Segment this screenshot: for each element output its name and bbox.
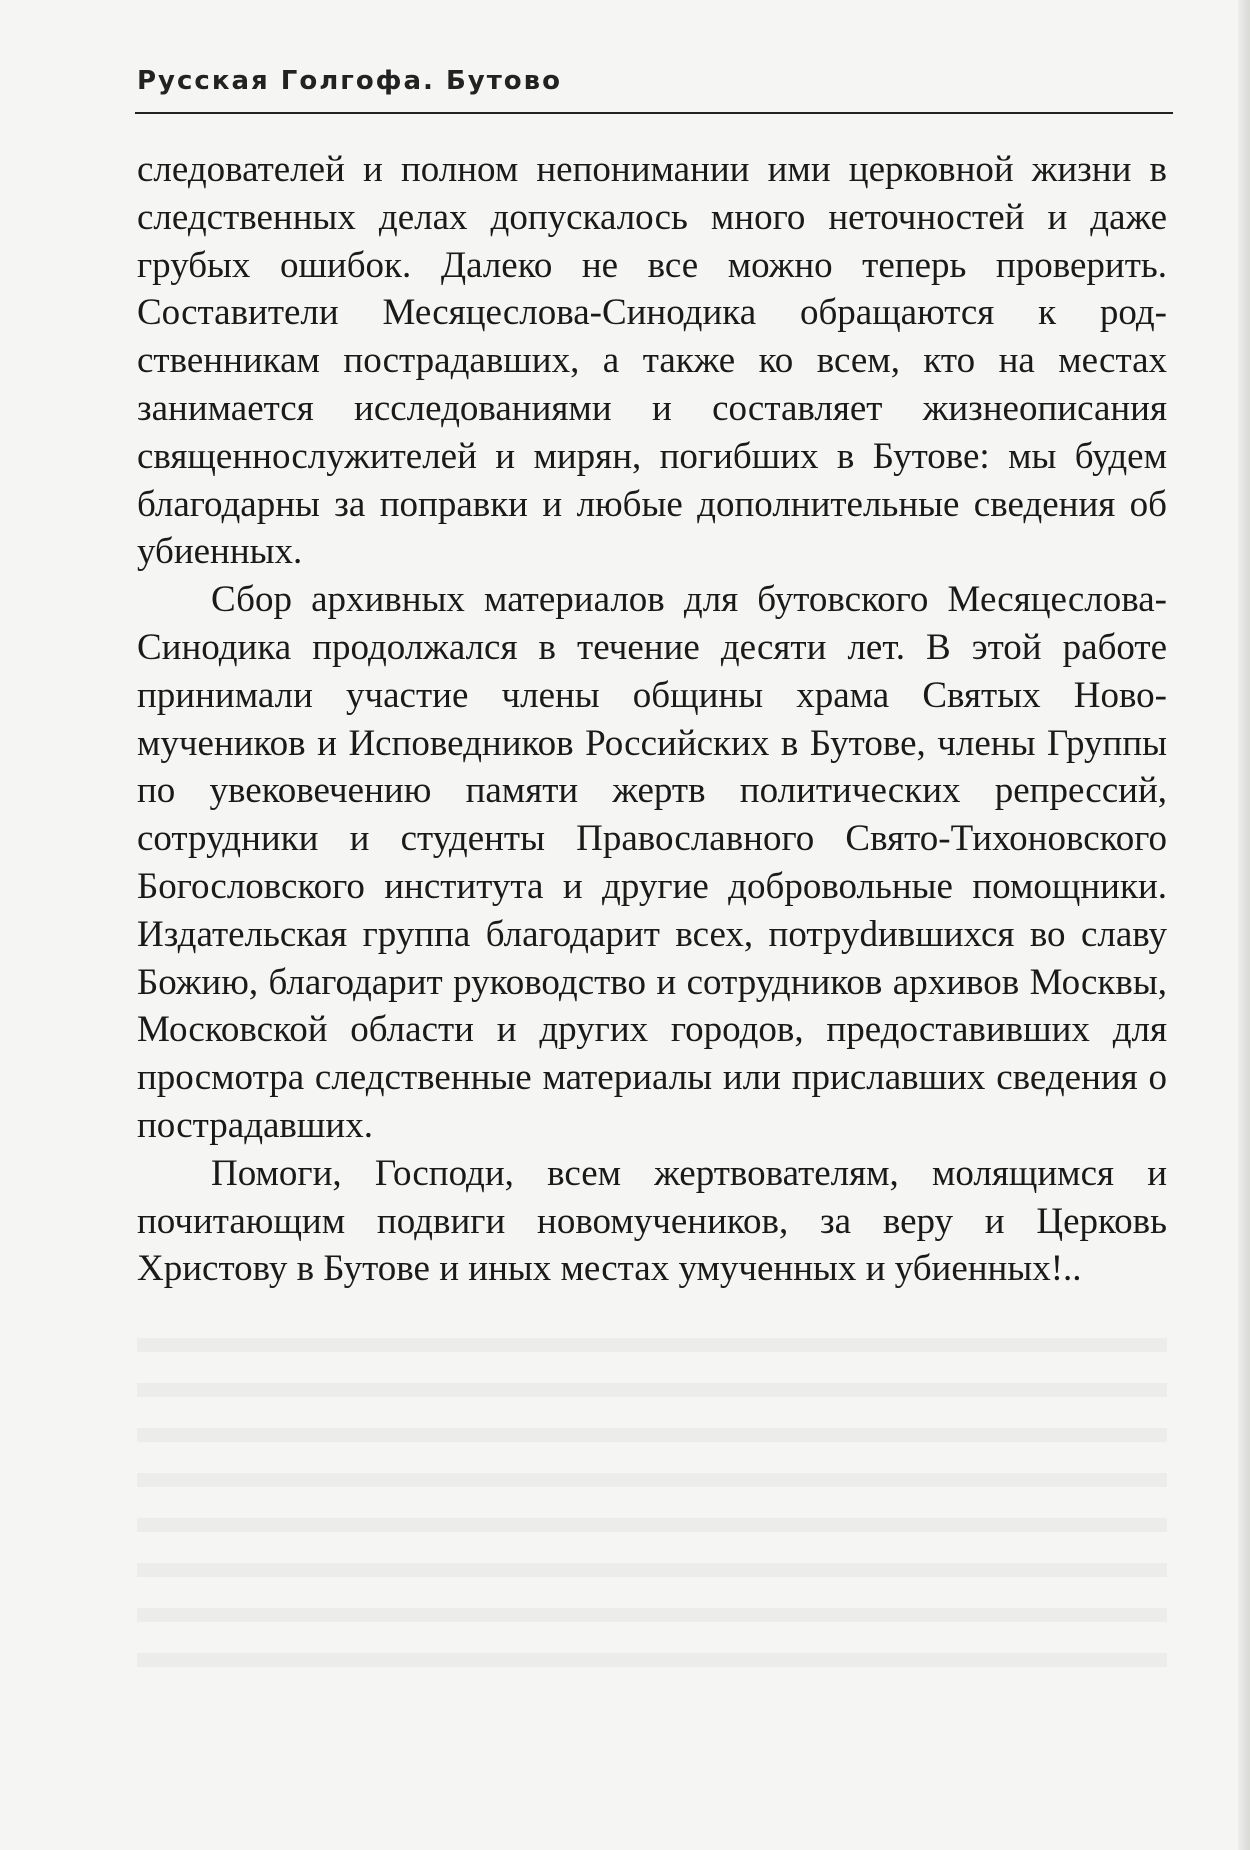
body-text xyxy=(137,146,1167,1293)
page-edge-shadow xyxy=(1238,0,1250,1850)
show-through-texture xyxy=(137,1320,1167,1680)
paragraph-archive-collection: Сбор архивных материалов для бутовского Месяцеслова-Синодика продолжался в течение десяти лет. В этой работе принимали участие члены общины храма Святых Новомучеников и Исповедников Российских в Бутове, члены Группы по увековечению памяти жертв политических репрессий, сотрудники и студенты Православного Свято-Тихоновского Богословского института и другие добровольные помощники. Издательская группа благодарит всех, потруdившихся во славу Божию, благодарит руководство и сотрудников архивов Москвы, Московской области и других городов, предоставивших для просмотра следственные материалы или приславших сведения о пострадавших. xyxy=(137,579,1167,1146)
paragraph-prayer: Помоги, Господи, всем жертвователям, молящимся и почитающим подвиги новомучеников, за веру и Церковь Христову в Бутове и иных местах умученных и убиенных!.. xyxy=(137,1152,1167,1290)
header-rule xyxy=(135,112,1173,114)
running-header: Русская Голгофа. Бутово xyxy=(137,66,562,96)
paragraph-continuation: следователей и полном непонимании ими церковной жизни в следственных делах допускалось много неточностей и даже грубых ошибок. Далеко не все можно теперь проверить. Составители Месяцеслова-Синодика обращаются к родственникам пострадавших, а также ко всем, кто на местах занимается исследованиями и составляет жизнеописания священнослужителей и мирян, погибших в Бутове: мы будем благодарны за поправки и любые дополнительные сведения об убиенных. xyxy=(137,149,1167,573)
